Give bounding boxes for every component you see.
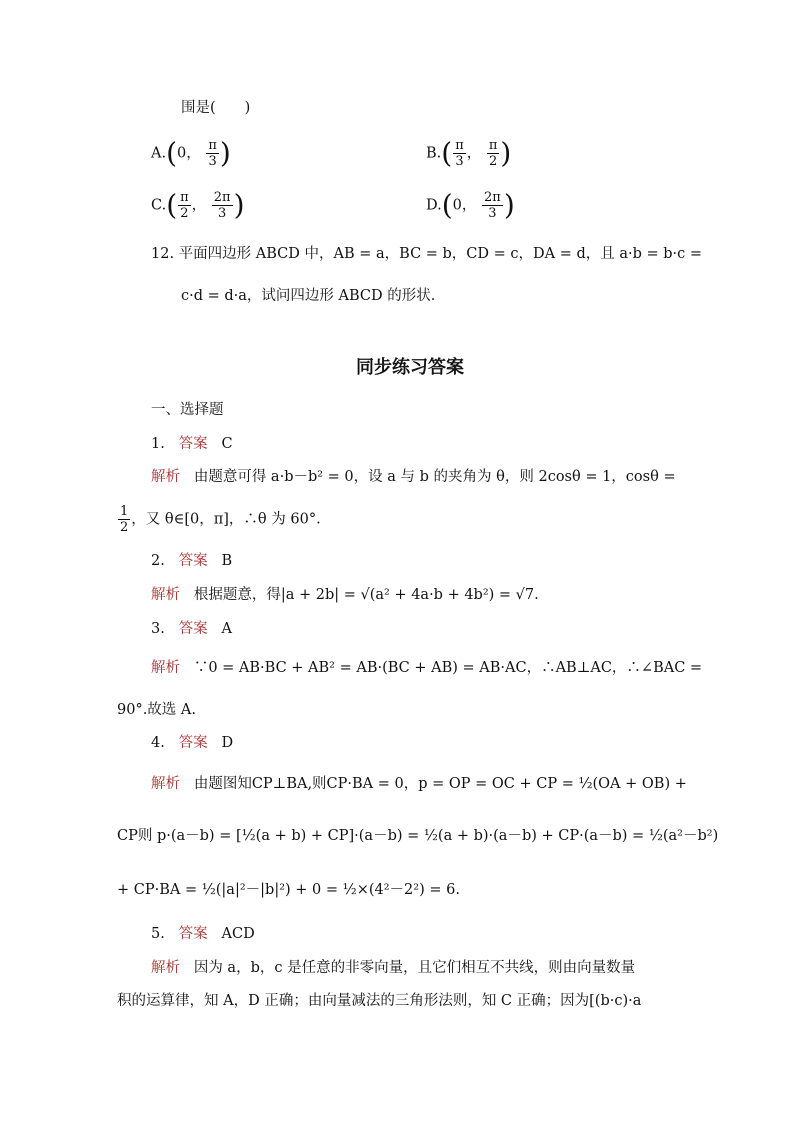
option-text: 0， [177,145,201,162]
denominator: 3 [455,154,464,169]
answer-value: A [221,621,232,637]
answer-label: 答案 [178,436,208,452]
fraction-half: $\frac{1}{2}$ [120,504,129,535]
q12-line2: c·d = d·a，试问四边形 ABCD 的形状． [181,288,446,304]
denominator: 2 [488,154,498,169]
analysis-text: ，又 θ∈[0，π]，∴θ 为 60°. [131,511,321,528]
answer-number: 2. [151,553,165,569]
analysis-4-line3: + CP·BA = ½(|a|²－|b|²) + 0 = ½×(4²－2²) = 6. [117,882,460,898]
q11-option-a: A.(0， $\frac{\pi}{3}$ ) [151,136,231,170]
answer-value: ACD [221,926,255,942]
option-label: D. [426,197,442,214]
numerator: π [208,138,217,153]
numerator: π [455,138,464,153]
q11-option-b: B.( $\frac{\pi}{3}$ ， $\frac{\pi}{2}$ ) [426,136,512,170]
answer-value: B [221,553,233,569]
numerator: 2π [213,190,231,205]
option-label: C. [151,197,167,214]
fraction [212,190,233,221]
analysis-text: ∵0 = AB·BC + AB² = AB·(BC + AB) = AB·AC，∴AB⊥AC，∴∠BAC = [193,660,703,676]
option-text: 0， [452,197,477,214]
analysis-3-line2: 90°.故选 A. [117,702,196,718]
answer-label: 答案 [178,621,208,637]
numerator: 2π [484,190,501,205]
option-label: B. [426,145,442,162]
denominator: 3 [488,206,497,221]
analysis-label: 解析 [151,776,180,792]
answer-number: 4. [151,735,165,751]
fraction [487,138,500,169]
answer-3 [151,619,232,639]
answer-value: D [221,735,234,751]
answer-label: 答案 [178,735,208,751]
answer-value: C [221,436,233,452]
q11-option-c: C.( $\frac{\pi}{2}$ ， $\frac{2\pi}{3}$ ) [151,188,245,222]
fraction [482,190,503,221]
analysis-label: 解析 [151,587,180,603]
analysis-3-line1 [151,658,702,678]
fraction [178,190,191,221]
analysis-label: 解析 [151,960,180,976]
q12-line1: 12. 平面四边形 ABCD 中，AB = a，BC = b，CD = c，DA = d，且 a·b = b·c = [151,246,703,262]
q11-tail: 围是( ) [181,100,251,116]
answer-label: 答案 [178,926,208,942]
denominator: 3 [218,206,227,221]
answer-number: 3. [151,621,165,637]
analysis-2 [151,585,539,605]
analysis-4-line2: CP则 p·(a－b) = [½(a + b) + CP]·(a－b) = ½(a + b)·(a－b) + CP·(a－b) = ½(a²－b²) [117,828,719,844]
answer-number: 1. [151,436,165,452]
analysis-5-line1 [151,958,635,978]
answer-number: 5. [151,926,165,942]
answer-4 [151,733,233,753]
analysis-text: 因为 a，b，c 是任意的非零向量，且它们相互不共线，则由向量数量 [193,960,636,976]
answer-5 [151,924,255,944]
analysis-label: 解析 [151,469,180,485]
analysis-5-line2: 积的运算律，知 A，D 正确；由向量减法的三角形法则，知 C 正确；因为[(b·c)·a [117,993,642,1009]
analysis-text: 根据题意，得|a + 2b| = √(a² + 4a·b + 4b²) = √7. [193,587,539,603]
denominator: 2 [180,206,189,221]
fraction [206,138,219,169]
section-heading: 一、选择题 [151,402,224,418]
answer-label: 答案 [178,553,208,569]
answer-1 [151,434,233,454]
denominator: 3 [208,154,217,169]
answer-2 [151,551,232,571]
q11-option-d: D.(0， $\frac{2\pi}{3}$ ) [426,188,515,222]
analysis-1-line1 [151,467,676,487]
option-label: A. [151,145,167,162]
numerator: π [180,190,189,205]
answers-title: 同步练习答案 [356,357,464,378]
analysis-1-line2 [117,504,321,535]
analysis-4-line1 [151,774,687,794]
analysis-text: 由题意可得 a·b－b² = 0，设 a 与 b 的夹角为 θ，则 2cosθ = 1，cosθ = [193,469,676,485]
fraction [453,138,466,169]
analysis-label: 解析 [151,660,180,676]
numerator: π [488,138,498,153]
analysis-text: 由题图知CP⊥BA,则CP·BA = 0，p = OP = OC + CP = ½(OA + OB) + [193,776,687,792]
